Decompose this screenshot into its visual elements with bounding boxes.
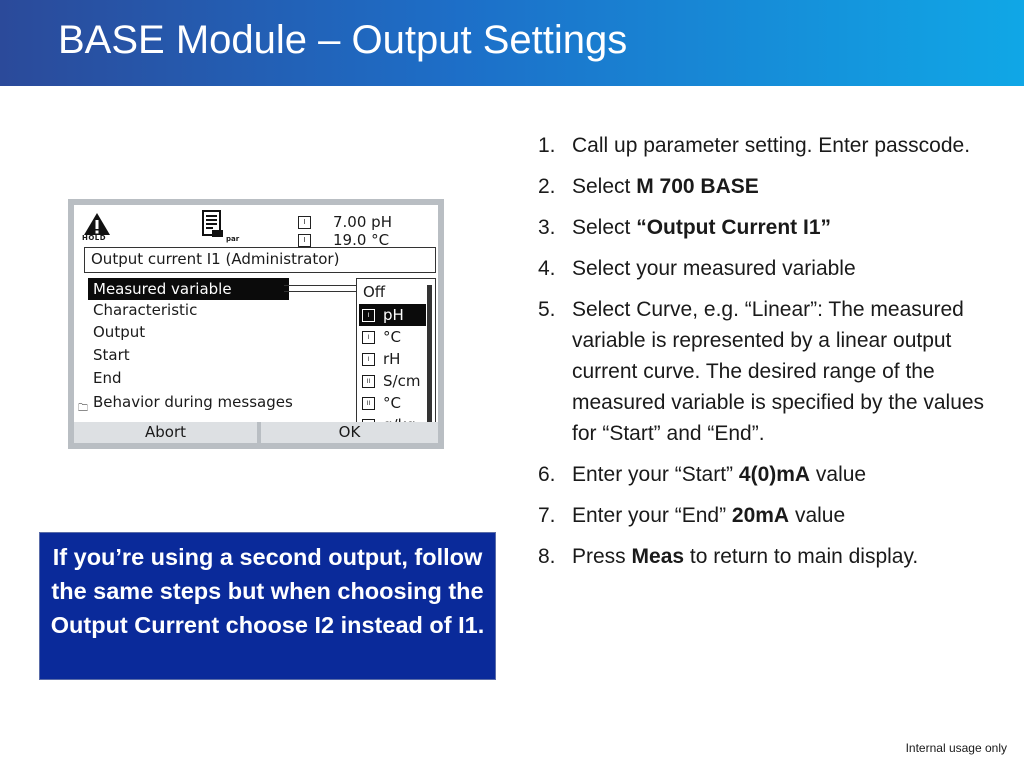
step-text: Call up parameter setting. Enter passcode.: [572, 134, 971, 157]
step-number: 1.: [538, 134, 556, 157]
step-text: Select M 700 BASE: [572, 175, 759, 198]
measured-variable-dropdown[interactable]: [356, 278, 436, 440]
slide-header: [0, 0, 1024, 86]
option-label: S/cm: [383, 372, 421, 390]
step-emphasis: 4(0)mA: [738, 463, 811, 486]
menu-item-measured-variable[interactable]: Measured variable: [88, 278, 289, 300]
par-indicator: par: [226, 235, 240, 243]
second-output-note: If you’re using a second output, follow the same steps but when choosing the Output Current choose I2 instead of I1.: [39, 532, 496, 680]
step-number: 2.: [538, 175, 556, 198]
dropdown-option-selected[interactable]: [359, 304, 426, 326]
measurement-value: 7.00 pH: [333, 213, 392, 231]
step-item: [538, 253, 998, 284]
measurement-value: 19.0 °C: [333, 231, 390, 249]
step-emphasis: M 700 BASE: [636, 175, 759, 198]
parameter-document-icon: [201, 210, 225, 238]
step-text: Select your measured variable: [572, 257, 856, 280]
step-item: [538, 294, 998, 449]
dropdown-option[interactable]: [359, 348, 426, 370]
footer-label: Internal usage only: [905, 741, 1007, 755]
option-label: rH: [383, 350, 401, 368]
device-screen: [74, 205, 438, 443]
step-text: Select Curve, e.g. “Linear”: The measured variable is represented by a linear output current curve. The desired range of the measured variable is specified by the values for “Start” and “End”.: [572, 298, 985, 445]
step-item: [538, 541, 998, 572]
menu-item-characteristic[interactable]: Characteristic: [93, 301, 198, 319]
step-item: [538, 130, 998, 161]
menu-item-start[interactable]: Start: [93, 346, 130, 364]
option-label: °C: [383, 394, 401, 412]
steps-list: [538, 130, 998, 582]
step-number: 3.: [538, 216, 556, 239]
device-screenshot: [68, 199, 444, 449]
dropdown-scrollbar[interactable]: [427, 285, 432, 433]
channel-badge: I: [362, 353, 375, 366]
channel-badge: I: [298, 234, 311, 247]
step-text: Press Meas to return to main display.: [572, 545, 919, 568]
dropdown-option[interactable]: [359, 326, 426, 348]
dropdown-option[interactable]: [359, 370, 426, 392]
step-number: 5.: [538, 298, 556, 321]
dropdown-option[interactable]: [359, 392, 426, 414]
warning-triangle-icon: [83, 212, 111, 236]
dropdown-option[interactable]: [359, 281, 426, 303]
step-number: 8.: [538, 545, 556, 568]
menu-item-behavior-during-messages[interactable]: Behavior during messages: [93, 393, 293, 411]
hold-indicator: HOLD: [82, 234, 107, 242]
step-number: 6.: [538, 463, 556, 486]
option-label: pH: [383, 306, 404, 324]
dropdown-connector: [284, 285, 356, 292]
menu-item-output[interactable]: Output: [93, 323, 146, 341]
channel-badge: II: [362, 397, 375, 410]
step-text: Enter your “End” 20mA value: [572, 504, 846, 527]
step-text: Enter your “Start” 4(0)mA value: [572, 463, 867, 486]
step-emphasis: “Output Current I1”: [636, 216, 832, 239]
slide-title: BASE Module – Output Settings: [58, 18, 628, 62]
abort-button[interactable]: Abort: [74, 422, 257, 443]
step-number: 7.: [538, 504, 556, 527]
step-emphasis: Meas: [631, 545, 685, 568]
softkey-bar: [74, 422, 438, 443]
step-item: [538, 212, 998, 243]
step-item: [538, 171, 998, 202]
channel-badge: I: [362, 331, 375, 344]
channel-badge: I: [298, 216, 311, 229]
step-item: [538, 459, 998, 490]
menu-item-end[interactable]: End: [93, 369, 122, 387]
measurement-row: [298, 213, 392, 231]
option-label: Off: [363, 283, 386, 301]
channel-badge: I: [362, 309, 375, 322]
channel-badge: II: [362, 375, 375, 388]
step-number: 4.: [538, 257, 556, 280]
step-item: [538, 500, 998, 531]
folder-icon: 🗀: [78, 403, 88, 414]
menu-title: Output current I1 (Administrator): [84, 247, 436, 273]
option-label: °C: [383, 328, 401, 346]
ok-button[interactable]: OK: [261, 422, 438, 443]
step-emphasis: 20mA: [731, 504, 790, 527]
step-text: Select “Output Current I1”: [572, 216, 832, 239]
